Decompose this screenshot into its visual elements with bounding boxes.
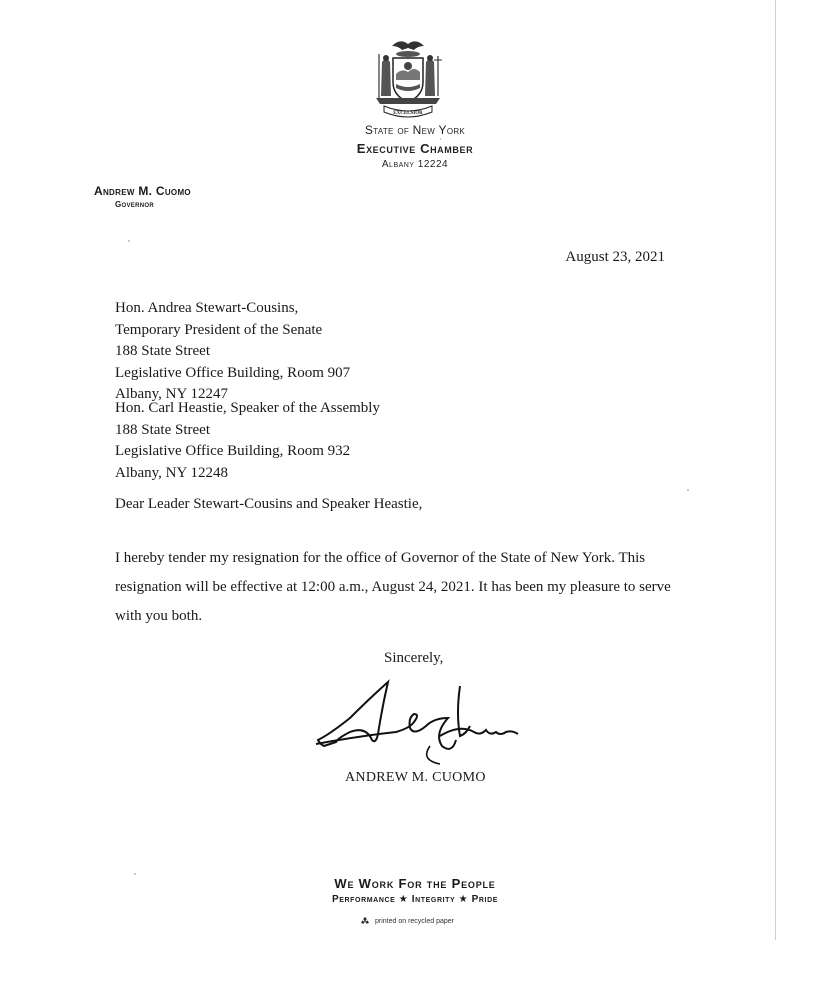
salutation: Dear Leader Stewart-Cousins and Speaker Heastie, xyxy=(115,496,423,512)
recycled-note xyxy=(360,916,454,926)
seal-motto: EXCELSIOR xyxy=(393,111,423,116)
address-line: Albany, NY 12248 xyxy=(115,464,229,481)
recycle-icon xyxy=(360,916,370,926)
sender-title: Governor xyxy=(115,200,154,209)
recycled-text: printed on recycled paper xyxy=(375,917,454,925)
address-line: Hon. Carl Heastie, Speaker of the Assembly xyxy=(115,400,380,416)
address-line: 188 State Street xyxy=(115,343,210,359)
closing: Sincerely, xyxy=(384,650,444,666)
footer-values: Performance ★ Integrity ★ Pride xyxy=(331,894,499,905)
letterhead-chamber: Executive Chamber xyxy=(356,141,474,156)
letterhead-state: State of New York xyxy=(364,123,466,137)
paper-speck xyxy=(440,138,441,140)
address-line: Albany, NY 12247 xyxy=(115,386,229,402)
letter-date: August 23, 2021 xyxy=(565,249,665,265)
address-line: Temporary President of the Senate xyxy=(115,321,323,338)
body-line: with you both. xyxy=(115,608,203,624)
sender-name: Andrew M. Cuomo xyxy=(94,184,191,198)
signer-name: ANDREW M. CUOMO xyxy=(345,770,486,785)
address-line: Legislative Office Building, Room 907 xyxy=(115,364,351,381)
address-line: Legislative Office Building, Room 932 xyxy=(115,443,351,459)
page-edge-line xyxy=(775,0,776,940)
recipient-address-1 xyxy=(115,298,350,406)
letter-body xyxy=(115,544,675,631)
handwritten-signature xyxy=(310,674,525,768)
paper-speck xyxy=(687,489,689,491)
footer-motto: We Work For the People xyxy=(334,876,496,891)
paper-speck xyxy=(134,873,136,875)
new-york-state-seal-icon xyxy=(362,34,454,122)
paper-speck xyxy=(128,240,130,242)
body-line: resignation will be effective at 12:00 a.m., August 24, 2021. It has been my pleasure to serve xyxy=(115,579,671,595)
recipient-address-2 xyxy=(115,398,380,484)
letterhead-city: Albany 12224 xyxy=(381,159,449,170)
address-line: Hon. Andrea Stewart-Cousins, xyxy=(115,300,299,316)
body-line: I hereby tender my resignation for the office of Governor of the State of New York. This xyxy=(115,550,646,566)
address-line: 188 State Street xyxy=(115,421,210,438)
